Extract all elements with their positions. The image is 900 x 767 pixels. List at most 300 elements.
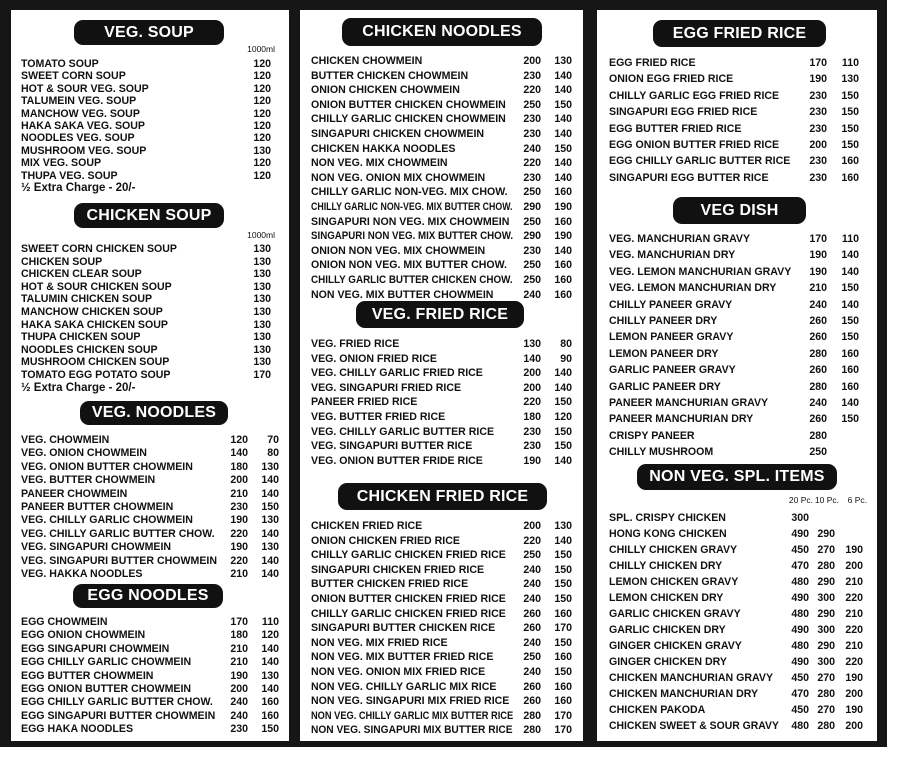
chicken-fried-rice-heading: CHICKEN FRIED RICE [338,483,547,510]
menu-item-price: 490 [791,592,809,604]
menu-item-price: 150 [554,578,572,591]
menu-item-row [597,231,877,247]
menu-item-price: 140 [261,683,279,695]
veg-noodles-heading: VEG. NOODLES [80,401,228,425]
menu-item-row [300,563,583,578]
menu-item-name: ONION NON VEG. MIX BUTTER CHOW. [311,259,507,272]
menu-item-row [300,69,583,84]
menu-item-row [300,337,583,352]
menu-item-price: 190 [845,544,863,556]
menu-item-price: 230 [523,244,541,257]
menu-item-price: 120 [261,629,279,642]
menu-item-row [300,229,583,244]
menu-item-price: 280 [817,720,835,732]
menu-item-name: ONION BUTTER CHICKEN CHOWMEIN [311,98,506,111]
veg-fried-rice-heading: VEG. FRIED RICE [356,301,524,328]
chicken-soup-size-note: 1000ml [247,230,275,240]
menu-item-name: EGG BUTTER CHOWMEIN [21,669,154,682]
menu-item-name: SINGAPURI EGG BUTTER RICE [609,171,769,184]
menu-item-row [300,439,583,454]
menu-item-name: NOODLES CHICKEN SOUP [21,343,158,356]
menu-item-name: EGG SINGAPURI CHOWMEIN [21,642,170,655]
menu-item-row [597,71,877,87]
menu-item-row [597,622,877,638]
menu-item-name: NON VEG. ONION MIX FRIED RICE [311,666,486,678]
menu-item-price: 190 [523,454,541,467]
menu-item-price: 240 [523,288,541,301]
menu-item-price: 490 [791,528,809,540]
menu-item-price: 150 [554,396,572,409]
menu-item-price: 240 [523,666,541,678]
menu-item-row [300,258,583,273]
menu-item-price: 230 [523,69,541,82]
menu-item-price: 190 [230,514,248,527]
menu-item-row [300,200,583,215]
menu-item-row [300,127,583,142]
menu-item-price: 220 [523,396,541,409]
menu-item-name: CHICKEN MANCHURIAN DRY [609,688,759,700]
menu-item-name: CHILLY GARLIC CHICKEN CHOWMEIN [311,113,506,126]
menu-item-row [11,293,289,306]
menu-item-price: 120 [253,120,271,132]
menu-item-price: 160 [554,274,572,286]
menu-item-row [597,444,877,460]
chicken-noodles-heading: CHICKEN NOODLES [342,18,542,46]
menu-item-price: 150 [554,549,572,562]
menu-item-name: CHILLY GARLIC NON-VEG. MIX BUTTER CHOW. [311,201,513,213]
menu-item-row [11,616,289,629]
menu-item-row [300,185,583,200]
menu-item-price: 160 [554,186,572,199]
menu-item-price: 270 [817,544,835,556]
menu-item-row [11,501,289,514]
menu-item-price: 130 [253,293,271,306]
menu-item-price: 180 [230,629,248,642]
menu-item-price: 170 [554,724,572,737]
menu-item-price: 140 [261,527,279,540]
menu-item-row [11,108,289,120]
menu-item-price: 220 [845,624,863,636]
menu-item-price: 280 [523,724,541,737]
menu-item-name: ONION CHICKEN FRIED RICE [311,534,460,547]
menu-item-row [11,447,289,460]
chicken-soup-extra-charge-note: ½ Extra Charge - 20/- [21,382,136,394]
menu-item-price: 220 [523,84,541,97]
menu-item-price: 210 [809,282,827,295]
menu-item-price: 160 [554,259,572,272]
menu-item-price: 110 [841,57,859,69]
menu-item-price: 300 [817,592,835,604]
menu-item-name: NON VEG. SINGAPURI MIX BUTTER RICE [311,724,513,737]
menu-item-price: 140 [554,381,572,394]
menu-item-row [11,58,289,70]
menu-item-row [300,288,583,303]
menu-item-name: THUPA CHICKEN SOUP [21,331,141,344]
menu-item-price: 150 [841,106,859,119]
menu-item-row [11,656,289,669]
menu-item-price: 290 [817,528,835,540]
menu-item-name: HAKA SAKA CHICKEN SOUP [21,318,168,331]
menu-item-price: 230 [523,440,541,453]
menu-item-price: 130 [253,144,271,157]
menu-item-name: VEG. HAKKA NOODLES [21,568,143,580]
menu-item-price: 140 [554,84,572,97]
menu-item-price: 170 [230,616,248,628]
menu-item-row [300,534,583,549]
menu-item-row [11,568,289,581]
menu-item-row [11,319,289,332]
veg-soup-heading: VEG. SOUP [74,20,224,45]
menu-item-row [300,577,583,592]
menu-item-row [300,395,583,410]
menu-item-name: VEG. SINGAPURI BUTTER CHOWMEIN [21,554,217,567]
menu-item-price: 110 [261,616,279,628]
menu-item-price: 90 [560,352,572,365]
menu-item-name: GARLIC CHICKEN GRAVY [609,608,741,620]
menu-item-name: EGG CHOWMEIN [21,616,108,628]
menu-item-price: 120 [253,107,271,120]
menu-item-price: 220 [230,554,248,567]
menu-item-name: ONION BUTTER CHICKEN FRIED RICE [311,593,506,605]
menu-item-row [300,592,583,607]
menu-item-row [300,694,583,709]
menu-item-name: NON VEG. CHILLY GARLIC MIX RICE [311,680,497,693]
menu-item-row [11,70,289,82]
menu-item-name: SWEET CORN SOUP [21,70,126,83]
menu-item-price: 130 [841,73,859,86]
menu-item-price: 280 [523,709,541,722]
menu-item-price: 150 [554,440,572,453]
menu-item-price: 250 [523,186,541,199]
menu-item-price: 150 [261,501,279,513]
menu-item-name: CHICKEN CLEAR SOUP [21,268,142,281]
menu-item-name: MANCHOW CHICKEN SOUP [21,306,163,318]
menu-item-name: GINGER CHICKEN GRAVY [609,640,742,652]
menu-item-row [300,650,583,665]
menu-item-name: CHILLY GARLIC NON-VEG. MIX CHOW. [311,186,508,199]
menu-item-name: HOT & SOUR VEG. SOUP [21,82,149,95]
menu-item-price: 230 [230,501,248,513]
menu-item-price: 150 [554,593,572,605]
menu-item-name: VEG. LEMON MANCHURIAN DRY [609,282,777,295]
menu-item-name: GINGER CHICKEN DRY [609,656,727,668]
menu-item-row [597,510,877,526]
menu-item-price: 80 [267,447,279,460]
menu-item-price: 230 [809,106,827,119]
menu-item-name: CHILLY GARLIC EGG FRIED RICE [609,89,780,102]
menu-item-row [11,356,289,369]
menu-item-price: 140 [261,656,279,669]
menu-item-row [300,709,583,724]
menu-item-price: 130 [523,338,541,350]
menu-item-price: 130 [261,514,279,527]
menu-item-name: CHILLY PANEER DRY [609,315,718,327]
menu-item-row [11,643,289,656]
menu-item-row [11,132,289,144]
menu-item-row [597,313,877,329]
menu-item-row [300,215,583,230]
menu-item-price: 120 [253,169,271,182]
menu-item-price: 260 [809,364,827,377]
menu-item-price: 290 [817,640,835,652]
menu-item-price: 200 [523,381,541,394]
menu-column-2 [300,10,583,741]
menu-item-price: 140 [554,454,572,467]
menu-item-price: 230 [809,89,827,102]
menu-item-row [300,410,583,425]
menu-item-name: TALUMIN CHICKEN SOUP [21,293,153,306]
menu-item-row [11,145,289,157]
menu-item-price: 130 [253,280,271,293]
menu-item-name: MUSHROOM CHICKEN SOUP [21,356,170,369]
menu-item-name: CHICKEN FRIED RICE [311,520,423,532]
menu-item-price: 240 [809,397,827,409]
menu-item-row [597,718,877,734]
menu-item-price: 480 [791,640,809,652]
menu-item-price: 200 [845,688,863,700]
menu-item-price: 240 [523,593,541,605]
menu-item-row [11,157,289,169]
menu-item-row [300,723,583,738]
menu-item-price: 170 [809,57,827,69]
menu-item-name: MIX VEG. SOUP [21,157,102,170]
menu-item-name: ONION CHICKEN CHOWMEIN [311,84,460,97]
menu-item-price: 170 [809,233,827,245]
menu-item-row [300,680,583,695]
menu-item-price: 200 [523,520,541,532]
menu-item-price: 240 [523,578,541,591]
menu-item-row [597,170,877,186]
menu-item-price: 280 [817,560,835,572]
menu-item-price: 450 [791,672,809,684]
menu-item-name: EGG SINGAPURI BUTTER CHOWMEIN [21,709,216,722]
menu-item-price: 230 [523,425,541,438]
menu-item-row [300,171,583,186]
menu-item-row [597,574,877,590]
menu-item-price: 230 [230,723,248,736]
menu-item-row [597,55,877,71]
menu-item-name: CHILLY CHICKEN DRY [609,560,723,572]
menu-item-name: PANEER CHOWMEIN [21,487,128,500]
menu-item-name: EGG CHILLY GARLIC BUTTER RICE [609,155,791,168]
menu-item-price: 290 [817,608,835,620]
menu-item-price: 140 [841,249,859,262]
menu-item-name: TOMATO SOUP [21,58,99,70]
menu-item-price: 480 [791,576,809,588]
menu-item-price: 180 [230,460,248,473]
menu-item-price: 160 [261,696,279,709]
menu-item-name: EGG ONION BUTTER CHOWMEIN [21,683,192,695]
menu-item-row [597,590,877,606]
menu-item-price: 140 [554,534,572,547]
menu-item-row [300,366,583,381]
menu-item-price: 160 [554,607,572,620]
menu-item-name: VEG. FRIED RICE [311,338,400,350]
menu-item-price: 250 [523,98,541,111]
menu-item-price: 130 [554,55,572,67]
menu-item-row [11,629,289,642]
menu-item-price: 290 [523,230,541,243]
menu-item-price: 130 [554,520,572,532]
menu-item-price: 230 [809,122,827,135]
menu-item-name: EGG CHILLY GARLIC CHOWMEIN [21,656,192,669]
menu-item-name: PANEER MANCHURIAN GRAVY [609,397,769,409]
menu-item-name: CHICKEN CHOWMEIN [311,55,423,67]
menu-item-price: 130 [253,243,271,255]
menu-item-price: 450 [791,704,809,716]
menu-item-price: 250 [523,651,541,664]
menu-item-row [11,243,289,256]
non-veg-spl-items-column-header: 6 Pc. [847,495,867,505]
menu-item-price: 200 [230,683,248,695]
menu-item-price: 280 [809,380,827,393]
menu-item-name: NON VEG. MIX FRIED RICE [311,636,448,649]
menu-item-price: 190 [230,669,248,682]
menu-item-price: 140 [554,367,572,380]
menu-item-name: LEMON CHICKEN GRAVY [609,576,739,588]
menu-item-price: 200 [809,139,827,151]
menu-item-name: NON VEG. MIX BUTTER CHOWMEIN [311,288,494,301]
menu-item-row [597,526,877,542]
menu-item-row [597,104,877,120]
menu-item-price: 140 [523,352,541,365]
menu-item-name: CHICKEN SWEET & SOUR GRAVY [609,720,779,732]
menu-item-price: 260 [809,315,827,327]
menu-item-price: 190 [554,230,572,243]
menu-item-row [11,120,289,132]
menu-item-price: 190 [809,73,827,86]
menu-item-row [300,273,583,288]
menu-item-row [300,98,583,113]
menu-item-price: 210 [230,642,248,655]
menu-item-row [11,541,289,554]
menu-item-price: 250 [523,549,541,562]
menu-item-price: 240 [230,696,248,709]
menu-item-row [11,434,289,447]
menu-item-price: 220 [845,592,863,604]
menu-item-price: 220 [523,157,541,170]
menu-item-price: 480 [791,720,809,732]
page-margin [887,0,900,767]
menu-item-price: 130 [253,343,271,356]
menu-item-price: 150 [554,98,572,111]
menu-item-name: VEG. LEMON MANCHURIAN GRAVY [609,265,792,278]
menu-item-price: 270 [817,672,835,684]
menu-item-name: ONION EGG FRIED RICE [609,73,734,86]
menu-column-1 [11,10,289,741]
menu-item-name: CHICKEN PAKODA [609,704,706,716]
menu-item-name: EGG ONION BUTTER FRIED RICE [609,139,780,151]
menu-item-row [597,638,877,654]
menu-item-row [11,281,289,294]
menu-item-name: EGG HAKA NOODLES [21,723,134,736]
menu-item-name: EGG CHILLY GARLIC BUTTER CHOW. [21,696,213,709]
menu-item-price: 130 [253,318,271,331]
menu-item-row [11,268,289,281]
menu-item-row [11,170,289,182]
menu-item-price: 190 [554,201,572,213]
menu-item-name: CHILLY GARLIC BUTTER CHICKEN CHOW. [311,274,513,286]
menu-item-name: THUPA VEG. SOUP [21,169,118,182]
menu-item-name: EGG FRIED RICE [609,57,696,69]
menu-item-price: 230 [523,113,541,126]
menu-item-price: 120 [253,95,271,108]
menu-item-price: 160 [841,347,859,360]
menu-item-price: 140 [554,128,572,140]
menu-item-price: 140 [841,298,859,311]
menu-item-price: 250 [523,274,541,286]
menu-item-price: 180 [523,411,541,423]
menu-item-price: 240 [809,298,827,311]
menu-item-price: 120 [554,411,572,423]
menu-item-name: BUTTER CHICKEN CHOWMEIN [311,69,469,82]
menu-item-price: 210 [845,608,863,620]
menu-item-row [300,454,583,469]
non-veg-spl-items-heading: NON VEG. SPL. ITEMS [637,464,837,490]
menu-item-row [300,607,583,622]
menu-item-price: 230 [809,155,827,168]
menu-item-price: 480 [791,608,809,620]
menu-item-price: 130 [253,255,271,268]
menu-item-row [300,519,583,534]
menu-item-price: 200 [523,367,541,380]
menu-item-row [11,710,289,723]
menu-item-row [300,352,583,367]
menu-item-name: VEG. CHILLY GARLIC BUTTER CHOW. [21,527,215,540]
menu-item-price: 130 [253,268,271,281]
menu-item-price: 130 [253,306,271,318]
menu-item-price: 230 [523,128,541,140]
menu-item-name: VEG. CHILLY GARLIC BUTTER RICE [311,425,495,438]
menu-item-price: 120 [253,82,271,95]
menu-item-name: CHILLY GARLIC CHICKEN FRIED RICE [311,549,506,562]
menu-item-price: 200 [523,55,541,67]
menu-item-row [597,606,877,622]
menu-item-price: 210 [845,576,863,588]
menu-item-row [300,244,583,259]
menu-item-name: CRISPY PANEER [609,429,695,442]
menu-item-row [300,425,583,440]
menu-item-price: 190 [230,541,248,554]
egg-fried-rice-heading: EGG FRIED RICE [653,20,826,47]
menu-column-3 [597,10,877,741]
menu-item-name: NON VEG. ONION MIX CHOWMEIN [311,171,486,184]
menu-item-name: VEG. BUTTER FRIED RICE [311,411,446,423]
menu-item-row [597,346,877,362]
menu-item-row [597,670,877,686]
menu-item-row [300,83,583,98]
menu-item-price: 130 [261,669,279,682]
non-veg-spl-items-column-header: 20 Pc. [788,495,813,505]
menu-item-row [597,362,877,378]
chicken-soup-heading: CHICKEN SOUP [74,203,224,228]
menu-item-price: 210 [230,656,248,669]
menu-item-name: MUSHROOM VEG. SOUP [21,144,147,157]
menu-item-row [11,528,289,541]
menu-item-name: CHILLY PANEER GRAVY [609,298,733,311]
menu-item-name: TALUMEIN VEG. SOUP [21,95,137,108]
menu-item-name: BUTTER CHICKEN FRIED RICE [311,578,469,591]
veg-dish-heading: VEG DISH [673,197,806,224]
menu-item-row [300,548,583,563]
menu-item-row [11,331,289,344]
menu-item-price: 140 [554,113,572,126]
menu-item-name: LEMON PANEER DRY [609,347,719,360]
menu-item-name: NON VEG. CHILLY GARLIC MIX BUTTER RICE [311,709,514,722]
menu-item-price: 270 [817,704,835,716]
menu-item-row [11,83,289,95]
menu-item-name: VEG. ONION BUTTER CHOWMEIN [21,460,193,473]
